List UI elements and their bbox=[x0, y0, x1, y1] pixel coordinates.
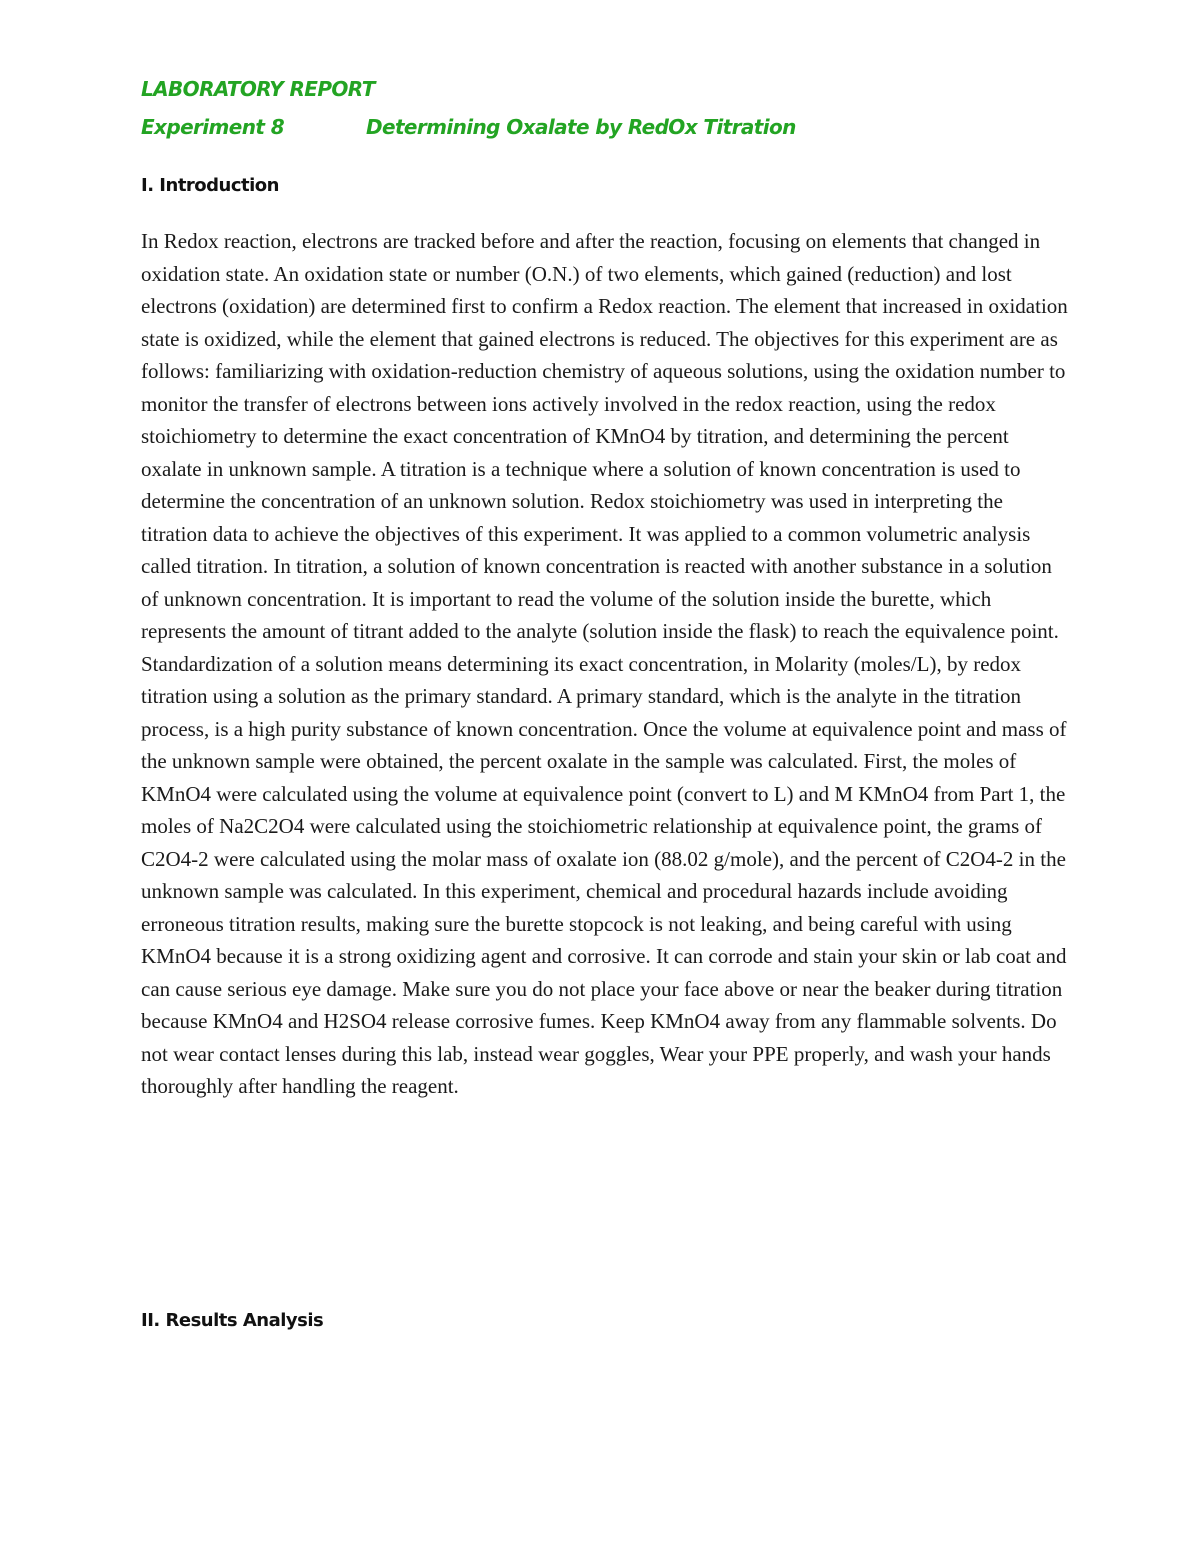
experiment-title: Determining Oxalate by RedOx Titration bbox=[366, 115, 796, 139]
introduction-paragraph: In Redox reaction, electrons are tracked before and after the reaction, focusing on elements that changed in oxidation state. An oxidation state or number (O.N.) of two elements, which gained (reduction) and lost electrons (oxidation) are determined first to confirm a Redox reaction. The element that increased in oxidation state is oxidized, while the element that gained electrons is reduced. The objectives for this experiment are as follows: familiarizing with oxidation-reduction chemistry of aqueous solutions, using the oxidation number to monitor the transfer of electrons between ions actively involved in the redox reaction, using the redox stoichiometry to determine the exact concentration of KMnO4 by titration, and determining the percent oxalate in unknown sample. A titration is a technique where a solution of known concentration is used to determine the concentration of an unknown solution. Redox stoichiometry was used in interpreting the titration data to achieve the objectives of this experiment. It was applied to a common volumetric analysis called titration. In titration, a solution of known concentration is reacted with another substance in a solution of unknown concentration. It is important to read the volume of the solution inside the burette, which represents the amount of titrant added to the analyte (solution inside the flask) to reach the equivalence point. Standardization of a solution means determining its exact concentration, in Molarity (moles/L), by redox titration using a solution as the primary standard. A primary standard, which is the analyte in the titration process, is a high purity substance of known concentration. Once the volume at equivalence point and mass of the unknown sample were obtained, the percent oxalate in the sample was calculated. First, the moles of KMnO4 were calculated using the volume at equivalence point (convert to L) and M KMnO4 from Part 1, the moles of Na2C2O4 were calculated using the stoichiometric relationship at equivalence point, the grams of C2O4-2 were calculated using the molar mass of oxalate ion (88.02 g/mole), and the percent of C2O4-2 in the unknown sample was calculated. In this experiment, chemical and procedural hazards include avoiding erroneous titration results, making sure the burette stopcock is not leaking, and being careful with using KMnO4 because it is a strong oxidizing agent and corrosive. It can corrode and stain your skin or lab coat and can cause serious eye damage. Make sure you do not place your face above or near the beaker during titration because KMnO4 and H2SO4 release corrosive fumes. Keep KMnO4 away from any flammable solvents. Do not wear contact lenses during this lab, instead wear goggles, Wear your PPE properly, and wash your hands thoroughly after handling the reagent. bbox=[141, 229, 1068, 1098]
experiment-heading bbox=[141, 112, 796, 142]
experiment-number: Experiment 8 bbox=[141, 115, 285, 139]
report-title: LABORATORY REPORT bbox=[141, 77, 375, 101]
results-analysis-heading: II. Results Analysis bbox=[141, 1310, 324, 1331]
introduction-heading: I. Introduction bbox=[141, 175, 279, 196]
